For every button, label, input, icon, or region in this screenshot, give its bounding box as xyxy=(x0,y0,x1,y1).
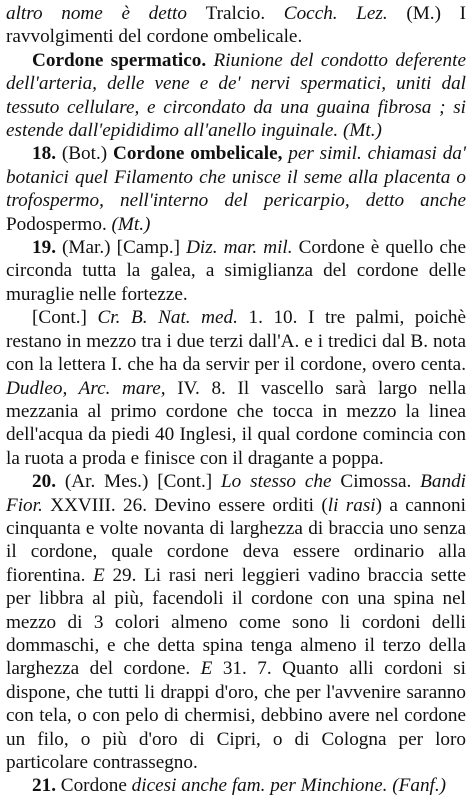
tralcio-intro: altro nome è detto xyxy=(6,3,206,24)
sense-21-number: 21. xyxy=(32,775,61,797)
entry-cont-1 xyxy=(6,306,466,470)
cont-1-quote-2: IV. 8. Il vascello sarà largo nella mezzania al primo cordone che tocca in mezzo la linea dell'acqua da piedi 40 Inglesi, il qual cordone comincia con la ruota a proda e finisce con il dragante a poppa. xyxy=(6,377,466,469)
sense-18-synonym: Podospermo. xyxy=(6,213,112,235)
entry-sense-20 xyxy=(6,470,466,774)
entry-sense-18 xyxy=(6,142,466,236)
sense-19-number: 19. xyxy=(32,237,63,259)
sense-20-domain: (Ar. Mes.) [Cont.] xyxy=(64,471,222,493)
sense-20-quote-1: XXVIII. 26. Devino essere orditi ( xyxy=(50,494,328,516)
tralcio-definition: I ravvolgimenti del cordone ombelicale. xyxy=(6,3,466,48)
sense-19-source: Diz. mar. mil. xyxy=(186,237,299,259)
cont-1-tag: [Cont.] xyxy=(32,307,98,329)
entry-sense-21 xyxy=(6,774,466,797)
sense-21-definition: dicesi anche fam. per Minchione. xyxy=(131,775,393,797)
sense-20-quote-3: 31. 7. Quanto alli cordoni si dispone, che tutti li drappi d'oro, che per l'avvenire saranno con tela, o con pelo di chermisi, debbino avere nel cordone un filo, o più d'oro di Cipri, o di Cologna per loro particolare contrassegno. xyxy=(6,658,466,773)
tralcio-ref: (M.) xyxy=(406,3,460,24)
tralcio-source: Cocch. Lez. xyxy=(283,3,407,24)
tralcio-term: Tralcio. xyxy=(205,3,284,24)
spermatico-headword: Cordone spermatico. xyxy=(32,49,214,71)
cont-1-source-1: Cr. B. Nat. med. xyxy=(97,307,249,329)
cont-1-quote-1: 1. 10. I tre palmi, poichè restano in mezzo tra i due terzi dall'A. e i tredici dal B. nota con la lettera I. che ha da servir per il cordone, overo centa. xyxy=(6,307,466,376)
sense-20-quote-1-it: li rasi xyxy=(327,494,376,516)
sense-20-gloss: Lo stesso che xyxy=(221,471,341,493)
sense-20-source: Bandi Fior. xyxy=(6,471,467,516)
sense-20-quote-1b: ) a cannoni cinquanta e volte novanta di larghezza di braccia uno senza il cordone, quale cordone deva essere ordinario alla fiorentina. xyxy=(6,494,466,586)
sense-18-number: 18. xyxy=(32,143,62,165)
spermatico-ref: (Mt.) xyxy=(343,120,382,142)
sense-18-domain: (Bot.) xyxy=(61,143,113,165)
sense-21-headword: Cordone xyxy=(60,775,132,797)
sense-20-e-1: E xyxy=(93,564,113,586)
spermatico-definition: Riunione del condotto deferente dell'arteria, delle vene e de' nervi spermatici, uniti dal tessuto cellulare, e circondato da una guaina fibrosa ; si estende dall'epididimo all'anello inguinale. xyxy=(6,49,467,142)
entry-spermatico xyxy=(6,49,466,143)
sense-20-synonym: Cimossa. xyxy=(340,471,421,493)
sense-18-headword: Cordone ombelicale, xyxy=(112,143,289,165)
sense-21-ref: (Fanf.) xyxy=(392,775,447,797)
entry-sense-19 xyxy=(6,236,466,306)
cont-1-source-2: Dudleo, Arc. mare, xyxy=(6,377,178,399)
sense-20-e-2: E xyxy=(200,658,223,680)
sense-18-definition: per simil. chiamasi da' botanici quel Filamento che unisce il seme alla placenta o trofospermo, nell'interno del pericarpio, detto anche xyxy=(6,143,466,212)
sense-20-number: 20. xyxy=(32,471,65,493)
sense-18-ref: (Mt.) xyxy=(111,213,151,235)
sense-19-definition: Cordone è quello che circonda tutta la galea, a simiglianza del cordone delle muraglie nelle fortezze. xyxy=(6,237,466,305)
sense-20-quote-2: 29. Li rasi neri leggieri vadino braccia sette per libbra al più, facendoli il cordone con una spina nel mezzo di 3 colori almeno come sono li cordoni delli dommaschi, e che detta spina tenga almeno il terzo della larghezza del cordone. xyxy=(6,564,466,680)
entry-tralcio xyxy=(6,2,466,49)
sense-19-domain: (Mar.) [Camp.] xyxy=(62,237,187,259)
